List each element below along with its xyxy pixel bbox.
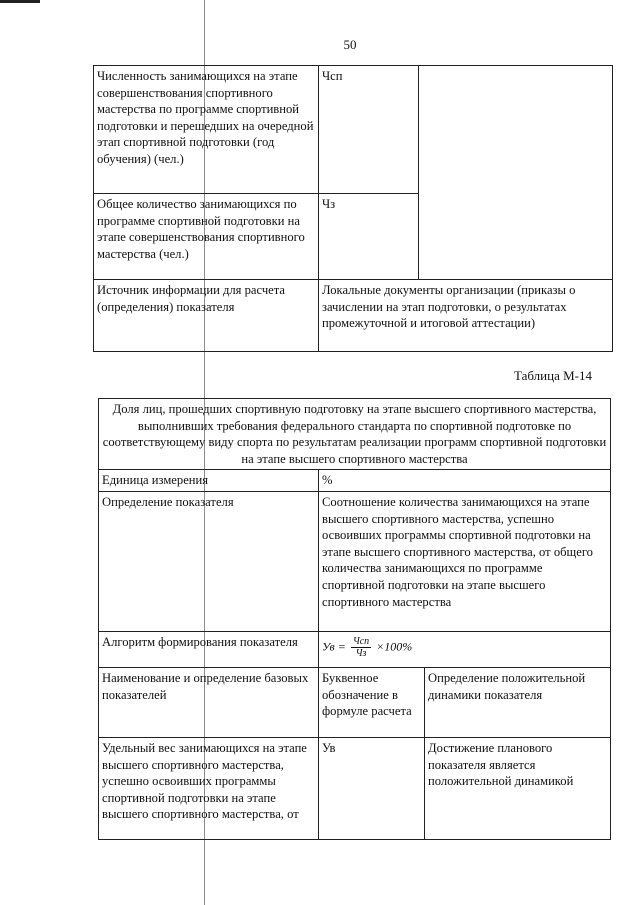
indicator-symbol-cell: Чз bbox=[319, 194, 419, 280]
table-title-row bbox=[99, 399, 611, 470]
algorithm-label-cell: Алгоритм формирования показателя bbox=[99, 632, 319, 668]
table-title: Доля лиц, прошедших спортивную подготовку на этапе высшего спортивного мастерства, выполнивших требования федерального стандарта по спортивной подготовке по соответствующему виду спорта по результатам реализации программ спортивной подготовки на этапе высшего спортивного мастерства bbox=[99, 399, 611, 470]
table-continuation bbox=[93, 65, 613, 352]
table-row bbox=[99, 632, 611, 668]
empty-cell bbox=[419, 66, 613, 280]
row-name-cell: Удельный вес занимающихся на этапе высшего спортивного мастерства, успешно освоивших программы спортивной подготовки на этапе высшего спортивного мастерства, от bbox=[99, 738, 319, 840]
header-name-cell: Наименование и определение базовых показателей bbox=[99, 668, 319, 738]
definition-value-cell: Соотношение количества занимающихся на этапе высшего спортивного мастерства, успешно освоивших программы спортивной подготовки на этапе высшего спортивного мастерства, от общего количества занимающихся по программе спортивной подготовки на этапе высшего спортивного мастерства bbox=[319, 492, 611, 632]
table-caption: Таблица М-14 bbox=[514, 368, 592, 383]
formula-lhs: Ув = bbox=[322, 639, 346, 654]
formula-tail: ×100% bbox=[376, 639, 413, 654]
row-dynamics-cell: Достижение планового показателя является положительной динамикой bbox=[425, 738, 611, 840]
table-row bbox=[99, 492, 611, 632]
indicator-table bbox=[98, 398, 611, 840]
table-row bbox=[99, 470, 611, 492]
row-symbol-cell: Ув bbox=[319, 738, 425, 840]
table-row bbox=[94, 280, 613, 352]
table-row bbox=[99, 738, 611, 840]
unit-label-cell: Единица измерения bbox=[99, 470, 319, 492]
source-label-cell: Источник информации для расчета (определения) показателя bbox=[94, 280, 319, 352]
definition-label-cell: Определение показателя bbox=[99, 492, 319, 632]
header-symbol-cell: Буквенное обозначение в формуле расчета bbox=[319, 668, 425, 738]
indicator-name-cell: Численность занимающихся на этапе совершенствования спортивного мастерства по программе спортивной подготовки и перешедших на очередной этап спортивной подготовки (год обучения) (чел.) bbox=[94, 66, 319, 194]
header-dynamics-cell: Определение положительной динамики показателя bbox=[425, 668, 611, 738]
unit-value-cell: % bbox=[319, 470, 611, 492]
formula-denominator: Чз bbox=[355, 648, 367, 660]
source-value-cell: Локальные документы организации (приказы о зачислении на этап подготовки, о результатах промежуточной и итоговой аттестации) bbox=[319, 280, 613, 352]
formula-cell bbox=[319, 632, 611, 668]
scan-corner-mark bbox=[0, 0, 40, 3]
formula-fraction bbox=[351, 636, 371, 659]
indicator-symbol-cell: Чсп bbox=[319, 66, 419, 194]
table-header-row bbox=[99, 668, 611, 738]
formula-numerator: Чсп bbox=[352, 636, 370, 648]
table-row bbox=[94, 66, 613, 194]
indicator-name-cell: Общее количество занимающихся по программе спортивной подготовки на этапе совершенствования спортивного мастерства (чел.) bbox=[94, 194, 319, 280]
page-number: 50 bbox=[343, 37, 357, 52]
